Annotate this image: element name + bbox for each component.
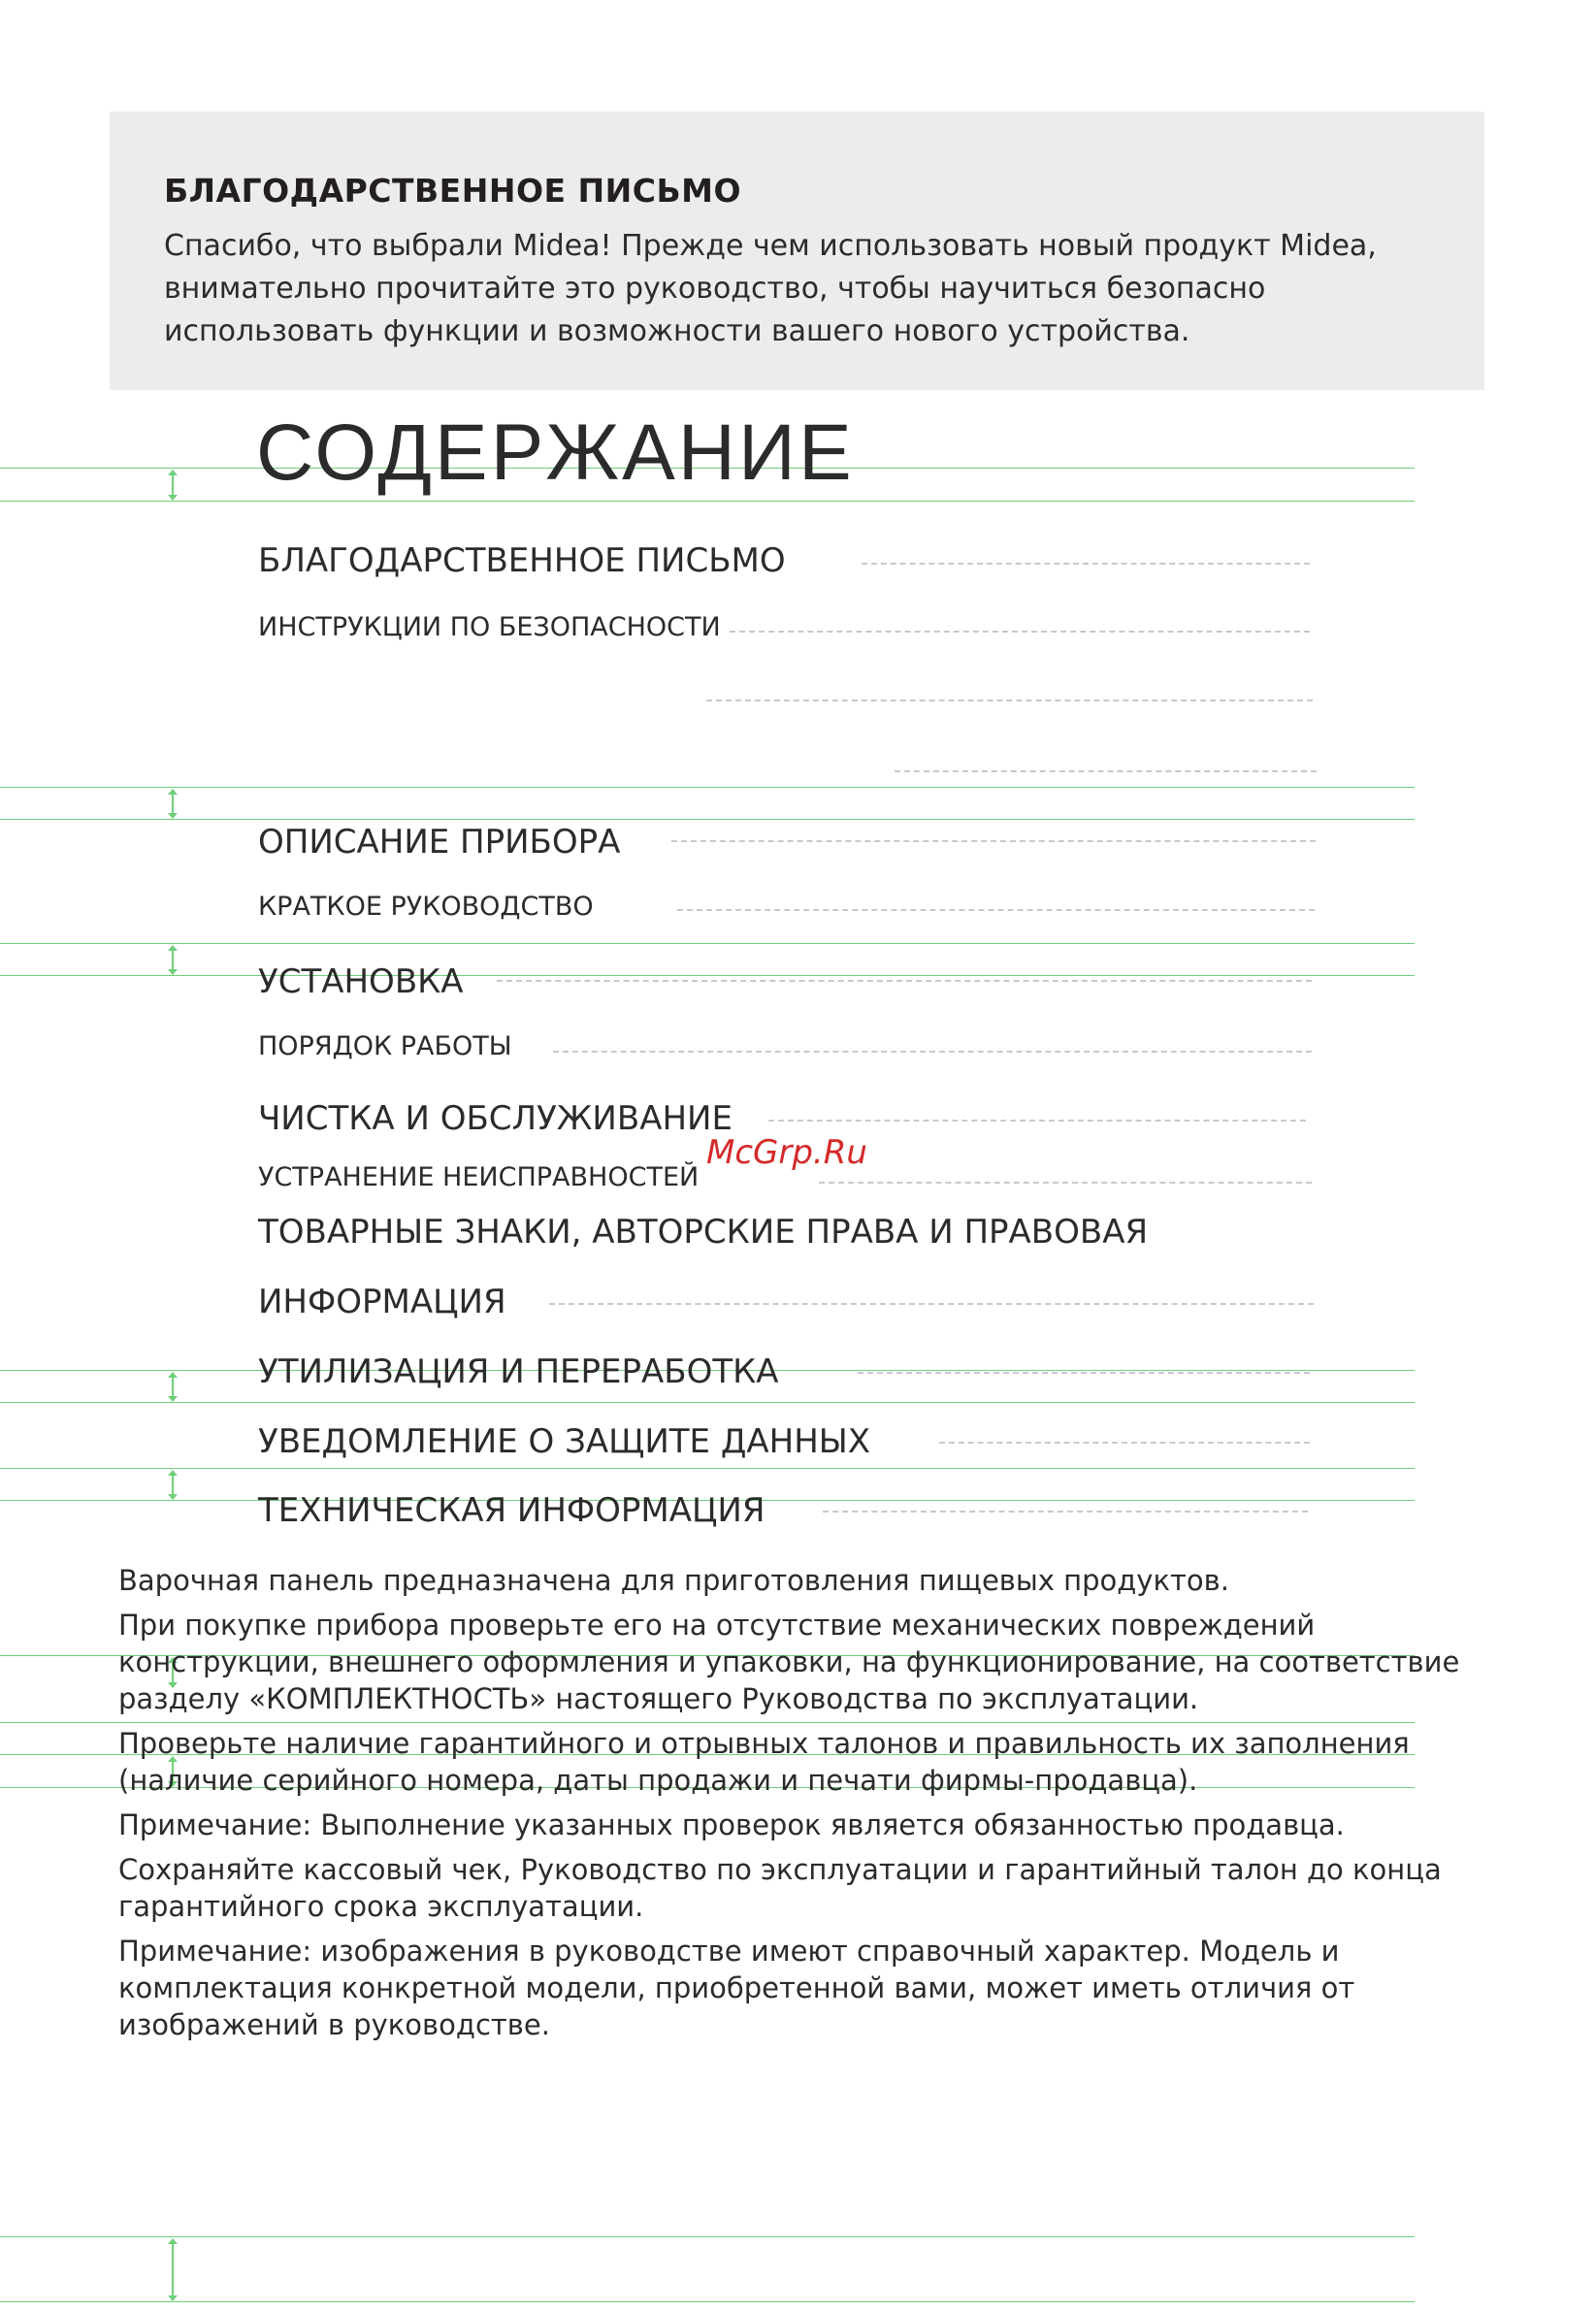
toc-leader bbox=[895, 770, 1317, 772]
toc-leader bbox=[497, 980, 1312, 982]
paragraph: Примечание: Выполнение указанных проверок является обязанностью продавца. bbox=[118, 1808, 1345, 1841]
guide-line bbox=[0, 943, 1415, 944]
guide-line bbox=[0, 2236, 1415, 2237]
toc-leader bbox=[858, 1372, 1310, 1374]
guide-line bbox=[0, 819, 1415, 820]
guide-line bbox=[0, 787, 1415, 788]
guide-line bbox=[0, 975, 1415, 976]
toc-leader bbox=[862, 563, 1310, 565]
toc-leader bbox=[549, 1303, 1314, 1305]
guide-line bbox=[0, 2301, 1415, 2302]
toc-leader bbox=[823, 1511, 1308, 1513]
paragraph: Варочная панель предназначена для приготовления пищевых продуктов. bbox=[118, 1564, 1229, 1597]
toc-item-recycling[interactable]: УТИЛИЗАЦИЯ И ПЕРЕРАБОТКА bbox=[258, 1352, 779, 1391]
thank-you-title: БЛАГОДАРСТВЕННОЕ ПИСЬМО bbox=[164, 172, 742, 210]
toc-item-thank-you[interactable]: БЛАГОДАРСТВЕННОЕ ПИСЬМО bbox=[258, 541, 786, 580]
toc-item-trademarks[interactable]: ТОВАРНЫЕ ЗНАКИ, АВТОРСКИЕ ПРАВА И ПРАВОВАЯ bbox=[258, 1213, 1149, 1252]
toc-item-troubleshooting[interactable]: УСТРАНЕНИЕ НЕИСПРАВНОСТЕЙ bbox=[258, 1162, 700, 1192]
toc-item-cleaning[interactable]: ЧИСТКА И ОБСЛУЖИВАНИЕ bbox=[258, 1099, 733, 1138]
toc-leader bbox=[939, 1442, 1310, 1444]
toc-leader bbox=[553, 1051, 1312, 1053]
toc-item-installation[interactable]: УСТАНОВКА bbox=[258, 962, 464, 1001]
thank-you-text: Спасибо, что выбрали Midea! Прежде чем использовать новый продукт Midea, внимательно прочитайте это руководство, чтобы научиться безопасно использовать функции и возможности вашего нового устройства. bbox=[164, 229, 1377, 348]
toc-leader bbox=[671, 840, 1316, 842]
spacing-arrow-icon bbox=[167, 2238, 179, 2301]
toc-title: СОДЕРЖАНИЕ bbox=[256, 408, 855, 497]
spacing-arrow-icon bbox=[167, 1470, 179, 1500]
body-text bbox=[118, 1562, 1496, 2051]
guide-line bbox=[0, 1468, 1415, 1469]
spacing-arrow-icon bbox=[167, 789, 179, 819]
toc-leader bbox=[768, 1120, 1306, 1122]
toc-item-safety[interactable]: ИНСТРУКЦИИ ПО БЕЗОПАСНОСТИ bbox=[258, 612, 721, 642]
paragraph: Сохраняйте кассовый чек, Руководство по эксплуатации и гарантийный талон до конца гарантийного срока эксплуатации. bbox=[118, 1853, 1442, 1923]
toc-item-description[interactable]: ОПИСАНИЕ ПРИБОРА bbox=[258, 823, 621, 862]
toc-item-information[interactable]: ИНФОРМАЦИЯ bbox=[258, 1283, 506, 1321]
spacing-arrow-icon bbox=[167, 945, 179, 975]
spacing-arrow-icon bbox=[167, 1372, 179, 1402]
paragraph: При покупке прибора проверьте его на отсутствие механических повреждений конструкции, внешнего оформления и упаковки, на функционирование, на соответствие разделу «КОМПЛЕКТНОСТЬ» настоящего Руководства по эксплуатации. bbox=[118, 1609, 1460, 1715]
toc-item-operation[interactable]: ПОРЯДОК РАБОТЫ bbox=[258, 1031, 512, 1061]
toc-item-data-protection[interactable]: УВЕДОМЛЕНИЕ О ЗАЩИТЕ ДАННЫХ bbox=[258, 1422, 871, 1461]
guide-line bbox=[0, 501, 1415, 502]
toc-item-quick-guide[interactable]: КРАТКОЕ РУКОВОДСТВО bbox=[258, 892, 594, 922]
thank-you-box bbox=[110, 112, 1484, 390]
toc-leader bbox=[819, 1182, 1312, 1184]
toc-leader bbox=[730, 631, 1310, 633]
toc-leader bbox=[706, 700, 1313, 701]
paragraph: Примечание: изображения в руководстве имеют справочный характер. Модель и комплектация конкретной модели, приобретенной вами, может иметь отличия от изображений в руководстве. bbox=[118, 1935, 1355, 2041]
spacing-arrow-icon bbox=[167, 470, 179, 501]
toc-item-technical[interactable]: ТЕХНИЧЕСКАЯ ИНФОРМАЦИЯ bbox=[258, 1491, 765, 1530]
paragraph: Проверьте наличие гарантийного и отрывных талонов и правильность их заполнения (наличие серийного номера, даты продажи и печати фирмы-продавца). bbox=[118, 1727, 1410, 1797]
toc-leader bbox=[677, 909, 1315, 911]
guide-line bbox=[0, 1402, 1415, 1403]
watermark-text: McGrp.Ru bbox=[706, 1133, 867, 1172]
